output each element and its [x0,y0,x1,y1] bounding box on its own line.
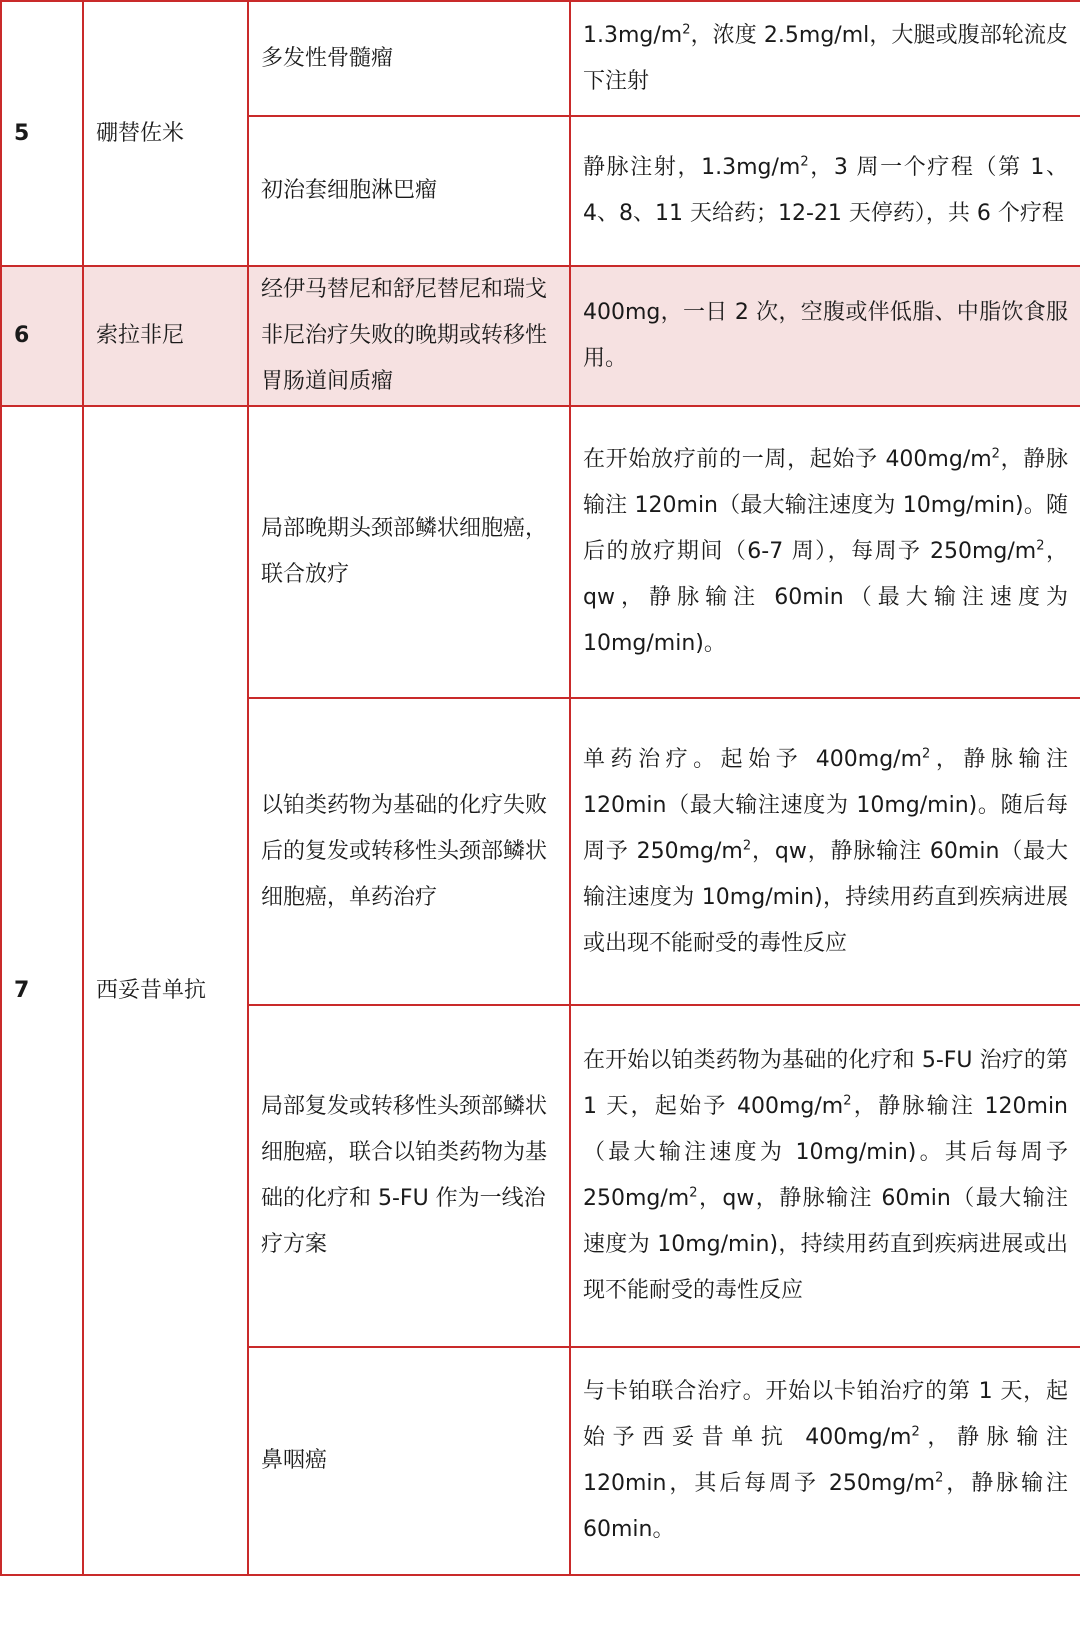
superscript-exponent: 2 [800,154,809,170]
dosage-text: 1.3mg/m [583,22,683,48]
indication-cell: 多发性骨髓瘤 [248,1,570,116]
row-number: 5 [1,1,83,266]
table-row [1,266,1080,406]
dosage-text: ，静脉输注 120min（最大输注速度为 10mg/min)。随后的放疗期间（6-7 周），每周予 250mg/m [583,447,1068,564]
dosage-cell [570,266,1080,406]
indication-cell: 鼻咽癌 [248,1347,570,1575]
dosage-text: ，浓度 2.5mg/ml，大腿或腹部轮流皮下注射 [583,22,1068,94]
dosage-text: 在开始放疗前的一周，起始予 400mg/m [583,447,992,472]
superscript-exponent: 2 [689,1185,698,1201]
table-row [1,406,1080,698]
superscript-exponent: 2 [843,1093,852,1109]
dosage-cell [570,1347,1080,1575]
indication-cell: 经伊马替尼和舒尼替尼和瑞戈非尼治疗失败的晚期或转移性胃肠道间质瘤 [248,266,570,406]
dosage-text: ，静脉输注 60min。 [583,1471,1068,1542]
dosage-text: 静脉注射，1.3mg/m [583,155,801,180]
dosage-cell [570,116,1080,266]
superscript-exponent: 2 [1036,538,1045,554]
dosage-cell [570,406,1080,698]
superscript-exponent: 2 [935,1470,944,1486]
dosage-text: 与卡铂联合治疗。开始以卡铂治疗的第 1 天，起始予西妥昔单抗 400mg/m [583,1379,1068,1450]
dosage-text: ，qw，静脉输注 60min（最大输注速度为 10mg/min)，持续用药直到疾病进展或出现不能耐受的毒性反应 [583,1186,1068,1303]
indication-cell: 以铂类药物为基础的化疗失败后的复发或转移性头颈部鳞状细胞癌，单药治疗 [248,698,570,1005]
row-number: 7 [1,406,83,1575]
dosage-text: 400mg，一日 2 次，空腹或伴低脂、中脂饮食服用。 [583,300,1068,371]
row-number: 6 [1,266,83,406]
dosage-text: 单药治疗。起始予 400mg/m [583,746,923,772]
indication-cell: 初治套细胞淋巴瘤 [248,116,570,266]
dosage-cell [570,1005,1080,1347]
dosage-text: ，3 周一个疗程（第 1、4、8、11 天给药；12-21 天停药），共 6 个疗程 [583,155,1069,226]
superscript-exponent: 2 [911,1424,920,1440]
superscript-exponent: 2 [682,22,691,38]
superscript-exponent: 2 [922,746,931,762]
drug-name: 硼替佐米 [83,1,248,266]
dosage-text: 在开始以铂类药物为基础的化疗和 5-FU 治疗的第 1 天，起始予 400mg/m [583,1048,1068,1119]
drug-name: 索拉非尼 [83,266,248,406]
dosage-text: ，静脉输注 120min（最大输注速度为 10mg/min)。其后每周予 250mg/m [583,1094,1068,1211]
dosage-text: ，静脉输注 120min（最大输注速度为 10mg/min)。随后每周予 250mg/m [583,746,1068,864]
superscript-exponent: 2 [742,838,752,854]
dosage-cell [570,1,1080,116]
indication-cell: 局部晚期头颈部鳞状细胞癌，联合放疗 [248,406,570,698]
superscript-exponent: 2 [991,446,1000,462]
dosage-table-body [1,1,1080,1575]
dosage-text: ，qw，静脉输注 60min（最大输注速度为 10mg/min)。 [583,539,1068,656]
dosage-cell [570,698,1080,1005]
dosage-text: ，qw，静脉输注 60min（最大输注速度为 10mg/min)，持续用药直到疾病进展或出现不能耐受的毒性反应 [583,838,1068,956]
drug-name: 西妥昔单抗 [83,406,248,1575]
indication-cell: 局部复发或转移性头颈部鳞状细胞癌，联合以铂类药物为基础的化疗和 5-FU 作为一线治疗方案 [248,1005,570,1347]
dosage-text: ，静脉输注 120min，其后每周予 250mg/m [583,1425,1068,1496]
table-row [1,1,1080,116]
